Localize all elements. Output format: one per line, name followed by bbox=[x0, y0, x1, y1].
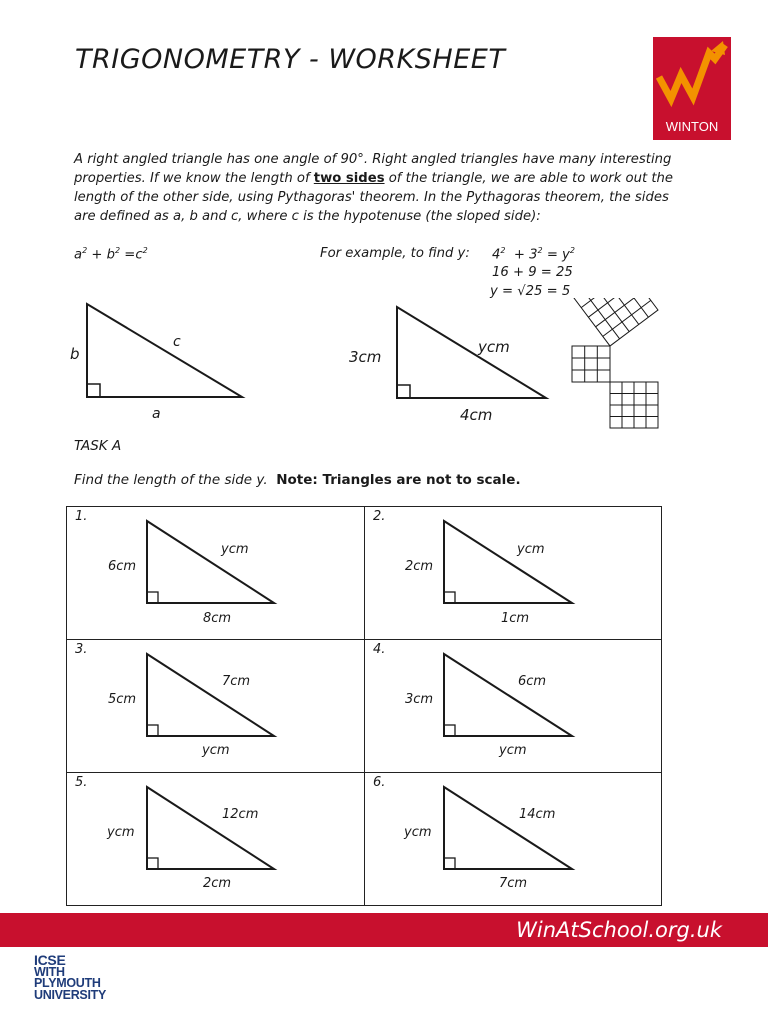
problem-hyp-label: ycm bbox=[517, 542, 545, 557]
side-a-label: a bbox=[152, 406, 161, 422]
pythagoras-formula: $a^2 + b^2 =c^2$ bbox=[74, 246, 148, 263]
winton-logo bbox=[653, 37, 731, 140]
problem-5 bbox=[67, 773, 365, 906]
problem-number: 1. bbox=[75, 509, 88, 524]
task-note: Note: Triangles are not to scale. bbox=[276, 472, 521, 488]
problems-grid bbox=[66, 506, 662, 906]
problem-number: 5. bbox=[75, 775, 88, 790]
example-bottom-label: 4cm bbox=[460, 406, 493, 424]
example-line-1: $4^2 + 3^2 = y^2$ bbox=[492, 246, 575, 263]
problem-bottom-label: 8cm bbox=[203, 611, 232, 626]
intro-paragraph bbox=[74, 150, 694, 226]
example-hyp-label: ycm bbox=[478, 338, 510, 356]
problem-bottom-label: 2cm bbox=[203, 876, 232, 891]
problem-bottom-label: ycm bbox=[499, 743, 527, 758]
example-left-label: 3cm bbox=[349, 348, 382, 366]
icse-line: PLYMOUTH bbox=[34, 976, 101, 990]
problem-hyp-label: 6cm bbox=[518, 674, 547, 689]
problem-1 bbox=[67, 507, 365, 640]
example-line-2: 16 + 9 = 25 bbox=[492, 265, 573, 280]
footer-website-link[interactable]: WinAtSchool.org.uk bbox=[516, 918, 722, 942]
problem-left-label: 2cm bbox=[405, 559, 434, 574]
pythagoras-squares-illustration bbox=[570, 298, 720, 432]
problem-hyp-label: 14cm bbox=[519, 807, 556, 822]
problem-2 bbox=[365, 507, 663, 640]
problem-left-label: 3cm bbox=[405, 692, 434, 707]
intro-emphasis: two sides bbox=[313, 171, 385, 186]
problem-number: 3. bbox=[75, 642, 88, 657]
problem-left-label: ycm bbox=[107, 825, 135, 840]
problem-left-label: 5cm bbox=[108, 692, 137, 707]
problem-left-label: 6cm bbox=[108, 559, 137, 574]
problem-number: 4. bbox=[373, 642, 386, 657]
problem-bottom-label: ycm bbox=[202, 743, 230, 758]
problem-left-label: ycm bbox=[404, 825, 432, 840]
icse-line: WITH bbox=[34, 964, 65, 979]
side-c-label: c bbox=[173, 334, 181, 350]
intro-text-1: A right angled triangle has one angle of 90°. Right angled triangles have many interesting properties. If we know the length of bbox=[74, 152, 672, 186]
problem-hyp-label: 7cm bbox=[222, 674, 251, 689]
triangle-abc-diagram bbox=[80, 298, 250, 403]
icse-line: UNIVERSITY bbox=[34, 987, 107, 1002]
problem-number: 2. bbox=[373, 509, 386, 524]
icse-line: ICSE bbox=[34, 952, 66, 968]
example-intro: For example, to find y: bbox=[320, 246, 470, 261]
example-line-3: y = √25 = 5 bbox=[490, 284, 571, 299]
logo-text: WINTON bbox=[665, 119, 719, 134]
problem-6 bbox=[365, 773, 663, 906]
icse-logo bbox=[34, 952, 134, 1002]
task-label: TASK A bbox=[74, 438, 122, 454]
problem-number: 6. bbox=[373, 775, 386, 790]
problem-3 bbox=[67, 640, 365, 773]
problem-hyp-label: 12cm bbox=[222, 807, 259, 822]
problem-bottom-label: 7cm bbox=[499, 876, 528, 891]
problem-4 bbox=[365, 640, 663, 773]
problem-hyp-label: ycm bbox=[221, 542, 249, 557]
problem-bottom-label: 1cm bbox=[501, 611, 530, 626]
side-b-label: b bbox=[70, 345, 80, 363]
task-instructions: Find the length of the side y. Note: Triangles are not to scale. bbox=[74, 472, 521, 488]
example-triangle-diagram bbox=[390, 302, 555, 404]
intro-text-2: of the triangle, we are able to work out the length of the other side, using Pythagoras' theorem. In the Pythagoras theorem, the sides are defined as a, b and c, where c is the hypotenuse (the sloped side): bbox=[74, 171, 673, 224]
page-title: TRIGONOMETRY - WORKSHEET bbox=[75, 44, 506, 75]
